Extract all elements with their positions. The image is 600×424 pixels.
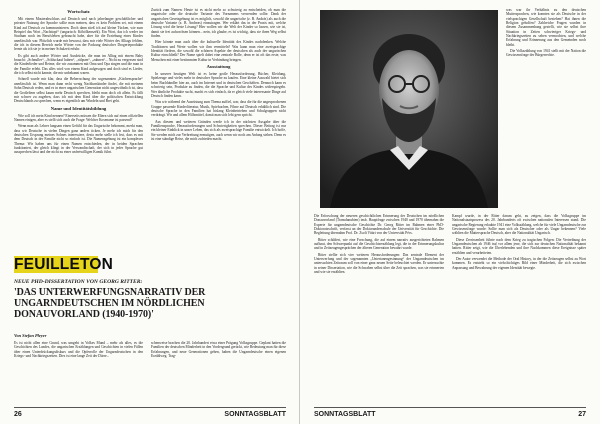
paragraph: Es ist nicht allen eine Grund, was umgeht in Volkes Mund – mehr als alles, es die Geschichten des Landes, die ungarischen Erzählungen und Geschichten in vielen Fällen über einen Unterdrückungsdiskurs und die Opferrolle der Ungarndeutschen in den Kriegs- und Nachkriegszeiten. Dies ist eine lange Zeit der Dürre... [14, 341, 143, 359]
feuilleton-banner: FEUILLETON [14, 256, 114, 273]
paragraph: Wie soll ich mein Kind nennen? Einerseits müssen die Eltern sich auf einen offiziellen Namen einigen, aber es stellt sich auch die Frage: Welcher Kosename ist passend? [14, 113, 143, 122]
right-side-column [506, 8, 586, 60]
footer-left [14, 407, 286, 420]
article-column-1 [14, 341, 143, 401]
paragraph: Hier könnte man auch über die kulturelle Identität des Kindes nachdenken. Welche Traditionen und Werte wollen wir ihm vermitteln? Was kann man eine zweisprachige Identität fördern, die sowohl die schönen Aspekte der deutschen als auch der ungarischen Kultur einschließt? Der Name spielt dabei eine zentrale Rolle, denn er ist oft das erste, was Menschen mit einer bestimmten Kultur in Verbindung bringen. [151, 40, 286, 62]
paragraph: In unserer heutigen Welt ist es keine große Herausforderung, Bücher, Kleidung, Spielzeuge und vieles mehr in deutscher Sprache zu kaufen. Eine kleine Auswahl bietet sich beim Buchhändler hier an, auch im Internet und in deutschen Geschäften. Dennoch kann es schwierig sein, Produkte zu finden, die die Sprache und Kultur des Kindes widerspiegeln. Wer ähnliche Produkte sucht, macht es sich einfach, da er gleich viele interessante Dinge auf Deutsch finden kann. [151, 72, 286, 98]
right-column-2 [452, 214, 586, 404]
subhead-name-identitaet: Name und Identitätsbildung [50, 105, 107, 111]
paragraph: Schnell wurde mir klar, dass die Beherrschung der sogenannten „Küchensprache“ unerlässlich ist. Wenn man dann recht wenig Nachbarskinder findet, die mit meinem Sohn Deutsch reden, und es in einer ungarischen Generation nicht ungewöhnlich ist, dass die Großeltern selbst kaum mehr Deutsch sprechen, bleibt man doch oft allein. Es fällt mir schwer zu zugeben, dass ich mit dem Kind über die politischen Entwicklung Deutschlands zu sprechen, wenn es eigentlich um Windeln und Brei geht. [14, 77, 143, 104]
publication-name: SONNTAGSBLATT [314, 411, 376, 418]
paragraph: Wenn man als Lehrer langsam einen Gefühl für das Ungarische bekommt, merkt man, dass wir Deutsche in vielen Dingen ganz anders ticken. Je mehr ich mich für den deutschen Ursprung meines Sohnes interessiere, desto mehr stelle ich fest, dass es mit dem Deutsch in der Familie nicht so einfach ist. Die Namensgebung ist ein komplexes Thema: Wir haben uns für einen Namen entschieden, der in beiden Sprachen funktioniert, der gleich klingt in der Verwandtschaft, der sich in jeder Sprache gut aussprechen lässt und der nicht zu einer unfreiwilligen Komik führt. [14, 124, 143, 155]
paragraph: Mit einem Masterabschluss auf Deutsch und nach jahrelanger geschäftlicher und privater Nutzung der Sprache sollte man meinen, dass es kein Problem sei, mit einem Kind auf Deutsch zu kommunizieren. Doch dann stieß ich auf kleine Tücken, wie zum Beispiel das Wort „Nachttopf“ (ungarisch: Köbölkenszék). Ein Wort, das ich weder im Studium noch im Berufsleben gebraucht habe, aber für die Erziehung eines Kindes unerlässlich war. Plötzlich wurde mir bewusst, dass mir viele Wörter des Alltags fehlten, die ich in diesem Bereich mehr Wörter von der Packung deutscher Drogerieprodukte lernte als ich sie je in meiner Schulzeit erfuhr. [14, 17, 143, 52]
paragraph: Was wir während der Ausrüstung zum Thema auffiel, war, dass die für die angesprochenen Gruppe passende Kinderliteratur, Musik, Spielsachen, Filme auf Deutsch erhältlich sind. Die deutsche Sprache in den Familien hat bislang Kleinbetrieben und Schulgruppen nicht verdrängt. Wir und allem Hilfsmittel, damit man sich lebt gern spricht. [151, 100, 286, 118]
article-byline: Von Stefan Pleyer [14, 333, 47, 338]
right-column-1 [314, 214, 444, 404]
article-kicker: NEUE PHD-DISSERTATION VON GEORG RITTER: [14, 279, 143, 285]
paragraph: Zurück zum Namen: Heute ist es nicht mehr so schwierig zu entscheiden, ob man die ungarische oder die deutsche Variante des Vornamens verwenden sollte. Dank der ungarischen Gesetzgebung ist es möglich, sowohl die ungarische (z. B. András) als auch die deutsche Variante (z. B. Andreas) einzutragen. Wer erklärt das in der Praxis mit, welche Lösung wird die beste Lösung? Hier wollen wir die Welt der Kinder so lassen, wie sie ist, damit sie frei aufwachsen können... nein, ich glaube, es ist wichtig, dass sie ihren Weg selbst finden. [151, 8, 286, 39]
paragraph: Aus diesem und weiteren Gründen werde ich in der nächsten Ausgabe über die Familiensprache, Herausforderungen und Schwierigkeiten sprechen. Dieser Beitrag ist nur ein kleiner Einblick in unser Leben, das sich als zweisprachige Familie entwickelt. Ich hoffe, Sie werden mich zur Verbreitung ermutigen, auch wenn wir noch am Anfang stehen. Denn es ist eine ständige Reise, die mich zufrieden macht. [151, 119, 286, 141]
paragraph: was war ihr Verhältnis zu den deutschen Muttersprachen, wie konnten sie als Deutsche in der vielsprachigen Gesellschaft bestehen? Hat ihnen die Religion geholfen? Zahlreiche Fragen wurden in diesem Zusammenhang gestellt, wie sie selbst ihre Situation in Zeiten schwieriger Kriegs- und Nachkriegszeiten zu sehen vermochten, und welche Erfahrung und Erinnerung aus den Gemeinden noch bleibt. [506, 8, 586, 47]
page-number: 26 [14, 411, 22, 418]
paragraph: Es gibt auch andere Wörter und Ausdrücke, die man im Alltag mit einem Baby braucht: „Schnuller“, „Schluckauf haben“, „rülpsen“, „zahnen“... Nicht zu vergessen sind die Kinderlieder und Reime, die wir zusammen mit Oma und Opa singen und die man in der Familie erlebt. Das alles wird von einem Kind aufgesogen und doch sind es Lieder, die ich selbst nicht kannte, die mir unbekannt waren. [14, 53, 143, 76]
paragraph: Der Autor verwendet die Methode der Oral History, in der die Zeitzeugen selbst zu Wort kommen. Es entsteht so ein vielschichtiges Bild einer Minderheit, die sich zwischen Anpassung und Bewahrung der eigenen Identität bewegte. [452, 257, 586, 270]
left-column-1 [14, 8, 143, 157]
subhead-ausstattung: Ausstattung [206, 64, 231, 70]
paragraph: Die Volkszählung von 1941 stellt mit der Nation die Gewissensfrage der Bürgerrechte. [506, 49, 586, 58]
page-number: 27 [578, 411, 586, 418]
portrait-photo [320, 10, 498, 208]
subhead-wortschatz: Wortschatz [67, 9, 90, 14]
paragraph: Kampf wurde, in der Ritter darum geht, zu zeigen, dass die Volksgruppe im Nationalstaatsprozess des 20. Jahrhunderts oft zwischen nationalen Interessen stand. Die ungarische Regierung erlaubte 1941 eine Volkszählung, welche für viele Ungarndeutsche zur Gewissensfrage wurde: Sollte man sich als Deutscher oder als Ungar bekennen? Viele wählten die Muttersprache Deutsch, aber die Nationalität Ungarisch. [452, 214, 586, 236]
article-headline: 'DAS UNTERWERFUNGSNARRATIV DER UNGARNDEUTSCHEN IM NÖRDLICHEN DONAUVORLAND (1940-1970)' [14, 287, 206, 320]
left-column-2 [151, 8, 286, 143]
footer-right [314, 407, 586, 420]
paragraph: Diese Zerrissenheit führte nach dem Krieg zu tragischen Folgen: Die Vertreibung der Ungarndeutschen ab 1946 traf vor allem jene, die sich zur deutschen Nationalität bekannt hatten. Ritter zeigt, wie die Überlebenden und ihre Nachkommen diese Ereignisse später erzählten und verarbeiteten. [452, 237, 586, 255]
paragraph: Ritter stellte sich vier weiteren Herausforderungen: Das zentrale Element der Unterwerfung und der sogenannten „Untertanengesinnung“ der Ungarndeutschen im untersuchten Zeitraum soll von einer ganz neuen Seite beleuchtet werden. Er untersuchte in seiner Dissertation, wie die Schwaben selbst über die Zeit sprachen, was sie erinnerten und wie sie erzählten. [314, 252, 444, 275]
paragraph: Die Erforschung der neueren geschichtlichen Erinnerung der Deutschen im nördlichen Donauvorland (Transdanubien) insb. Hauptfrage zwischen 1940 und 1970 übernahm die Experte für ungarndeutsche Geschichte Dr. Georg Ritter im Rahmen einer PhD-Doktoratsschrift, verfasst an der Doktorandenschule der Universität für Geschichte. Die Begleitung übernahm Prof. Dr. Zsolt Vitári von der Universität Pécs. [314, 214, 444, 236]
paragraph: Ritter schildert, wie eine Forschung, die auf einem narrativ ausgerichteten Rahmen aufbaut, den Schwerpunkt auf die Geschichtserzählung legt, die in der Erinnerungskultur und in Zeitzeugengesprächen der älteren Generation bewahrt wurde. [314, 237, 444, 251]
article-column-2 [151, 341, 286, 401]
portrait-image [320, 10, 498, 208]
publication-name: SONNTAGSBLATT [224, 411, 286, 418]
paragraph: schenweise brachen die 20. Jahrhundert etwa einer Prägung Volksgruppe. Geplant hatten die Familien der deutschen Minderheit in den Vordergrund gerückt, wie Bedeutung man für diese Erfahrungen, und neue Generationen gehen, haben die Ungarndeutsche einen eigenen Erzählweg. Trag- [151, 341, 286, 359]
